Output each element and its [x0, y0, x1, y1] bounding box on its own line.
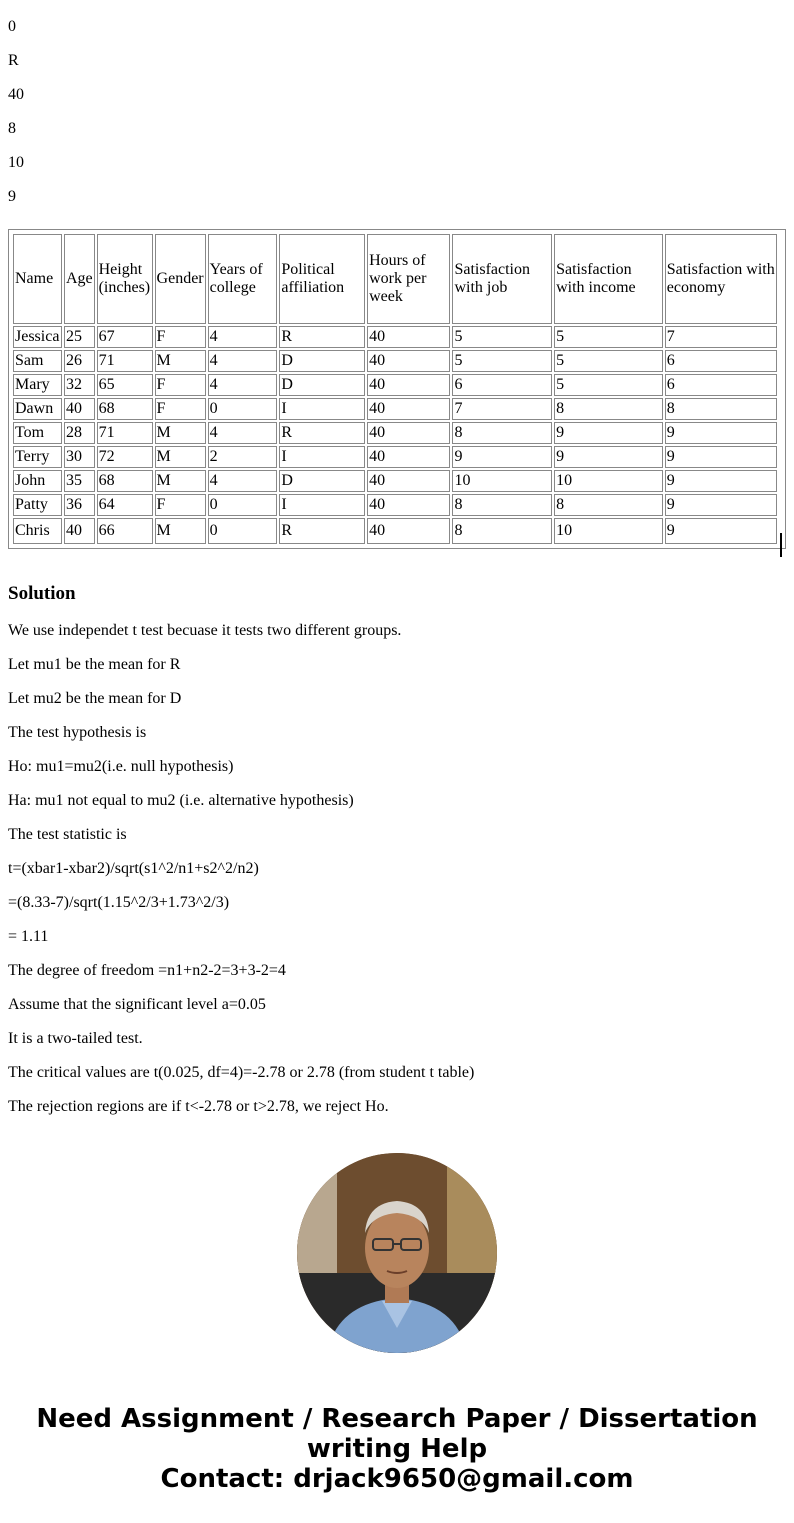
table-cell: 4 — [208, 326, 278, 348]
solution-line: We use independet t test becuase it tests two different groups. — [8, 622, 402, 639]
table-cell: D — [279, 350, 365, 372]
table-cell: M — [155, 350, 206, 372]
top-value: R — [8, 52, 19, 69]
table-cell: 35 — [64, 470, 95, 492]
solution-line: t=(xbar1-xbar2)/sqrt(s1^2/n1+s2^2/n2) — [8, 860, 259, 877]
table-cell: Mary — [13, 374, 62, 396]
table-cell: 5 — [452, 326, 552, 348]
promo-banner — [0, 1404, 794, 1494]
table-cell: 10 — [554, 470, 663, 492]
data-table — [11, 232, 779, 546]
table-cell: D — [279, 470, 365, 492]
solution-line: The rejection regions are if t<-2.78 or t>2.78, we reject Ho. — [8, 1098, 389, 1115]
table-cell: 40 — [367, 494, 450, 516]
table-cell: M — [155, 446, 206, 468]
top-value — [8, 0, 24, 18]
table-cell: 8 — [665, 398, 777, 420]
avatar — [297, 1153, 497, 1353]
table-row — [13, 518, 777, 544]
table-cell: 40 — [367, 350, 450, 372]
table-cell: 30 — [64, 446, 95, 468]
table-cell: 71 — [97, 422, 153, 444]
table-cell: 32 — [64, 374, 95, 396]
table-cell: 6 — [452, 374, 552, 396]
solution-line: Let mu2 be the mean for D — [8, 690, 182, 707]
table-cell: 40 — [64, 398, 95, 420]
table-cell: 68 — [97, 470, 153, 492]
table-cell: 40 — [64, 518, 95, 544]
table-header-cell: Satisfaction with economy — [665, 234, 777, 324]
table-cell: 9 — [452, 446, 552, 468]
top-values — [8, 0, 24, 222]
table-cell: 68 — [97, 398, 153, 420]
solution-line: The critical values are t(0.025, df=4)=-2.78 or 2.78 (from student t table) — [8, 1064, 475, 1081]
table-header-cell: Gender — [155, 234, 206, 324]
table-header-cell: Name — [13, 234, 62, 324]
table-cell: 40 — [367, 470, 450, 492]
table-cell: 5 — [554, 350, 663, 372]
top-value: 9 — [8, 188, 16, 205]
table-cell: F — [155, 398, 206, 420]
table-cell: 2 — [208, 446, 278, 468]
solution-line: Ha: mu1 not equal to mu2 (i.e. alternative hypothesis) — [8, 792, 354, 809]
table-cell: Sam — [13, 350, 62, 372]
table-cell: Dawn — [13, 398, 62, 420]
top-value: 0 — [8, 18, 16, 35]
table-cell: 10 — [554, 518, 663, 544]
table-cell: 9 — [554, 422, 663, 444]
table-header-cell: Hours of work per week — [367, 234, 450, 324]
table-cell: 9 — [665, 494, 777, 516]
table-cell: Patty — [13, 494, 62, 516]
table-row — [13, 422, 777, 444]
table-cell: 6 — [665, 350, 777, 372]
table-cell: 8 — [452, 494, 552, 516]
table-cell: 6 — [665, 374, 777, 396]
solution-line: Ho: mu1=mu2(i.e. null hypothesis) — [8, 758, 234, 775]
table-header-cell: Satisfaction with job — [452, 234, 552, 324]
table-cell: 9 — [665, 446, 777, 468]
table-cell: 65 — [97, 374, 153, 396]
table-edge-bar — [780, 533, 782, 557]
table-row — [13, 374, 777, 396]
table-cell: 64 — [97, 494, 153, 516]
table-cell: 5 — [554, 374, 663, 396]
data-table-container — [8, 229, 786, 549]
solution-line: Assume that the significant level a=0.05 — [8, 996, 266, 1013]
solution-line: The test statistic is — [8, 826, 127, 843]
top-value: 40 — [8, 86, 24, 103]
table-cell: 66 — [97, 518, 153, 544]
solution-line: = 1.11 — [8, 928, 49, 945]
table-cell: 40 — [367, 374, 450, 396]
table-cell: 25 — [64, 326, 95, 348]
table-cell: M — [155, 470, 206, 492]
solution-line: The degree of freedom =n1+n2-2=3+3-2=4 — [8, 962, 286, 979]
table-cell: M — [155, 518, 206, 544]
table-cell: 28 — [64, 422, 95, 444]
table-header-cell: Height (inches) — [97, 234, 153, 324]
solution-line: Let mu1 be the mean for R — [8, 656, 181, 673]
solution-line: =(8.33-7)/sqrt(1.15^2/3+1.73^2/3) — [8, 894, 230, 911]
table-cell: I — [279, 398, 365, 420]
table-cell: 67 — [97, 326, 153, 348]
table-cell: 36 — [64, 494, 95, 516]
table-header-cell: Years of college — [208, 234, 278, 324]
table-cell: 10 — [452, 470, 552, 492]
solution-line: The test hypothesis is — [8, 724, 147, 741]
table-cell: M — [155, 422, 206, 444]
table-cell: F — [155, 374, 206, 396]
solution-text — [8, 621, 474, 1131]
table-cell: 4 — [208, 350, 278, 372]
table-cell: 40 — [367, 422, 450, 444]
table-cell: F — [155, 326, 206, 348]
table-header-row — [13, 234, 777, 324]
table-row — [13, 326, 777, 348]
promo-line: Need Assignment / Research Paper / Dissertation writing Help — [36, 1404, 758, 1464]
table-cell: 4 — [208, 374, 278, 396]
table-cell: 8 — [452, 518, 552, 544]
top-value: 8 — [8, 120, 16, 137]
table-cell: 0 — [208, 398, 278, 420]
solution-line: It is a two-tailed test. — [8, 1030, 143, 1047]
table-cell: 7 — [452, 398, 552, 420]
table-cell: D — [279, 374, 365, 396]
table-row — [13, 398, 777, 420]
table-cell: 9 — [665, 518, 777, 544]
table-row — [13, 446, 777, 468]
table-cell: F — [155, 494, 206, 516]
solution-heading: Solution — [8, 583, 76, 604]
table-cell: 9 — [665, 470, 777, 492]
table-row — [13, 494, 777, 516]
person-photo-icon — [297, 1153, 497, 1353]
table-cell: 72 — [97, 446, 153, 468]
table-cell: John — [13, 470, 62, 492]
table-cell: Terry — [13, 446, 62, 468]
table-cell: R — [279, 326, 365, 348]
table-cell: 4 — [208, 422, 278, 444]
table-row — [13, 350, 777, 372]
table-header-cell: Political affiliation — [279, 234, 365, 324]
table-cell: 5 — [554, 326, 663, 348]
table-cell: 5 — [452, 350, 552, 372]
table-cell: 40 — [367, 446, 450, 468]
table-cell: 8 — [452, 422, 552, 444]
table-cell: Tom — [13, 422, 62, 444]
promo-contact: Contact: drjack9650@gmail.com — [160, 1464, 634, 1494]
top-value: 10 — [8, 154, 24, 171]
table-cell: 0 — [208, 518, 278, 544]
table-cell: I — [279, 446, 365, 468]
table-cell: R — [279, 518, 365, 544]
table-cell: 9 — [665, 422, 777, 444]
table-cell: 4 — [208, 470, 278, 492]
table-cell: 71 — [97, 350, 153, 372]
table-cell: 40 — [367, 326, 450, 348]
table-cell: I — [279, 494, 365, 516]
table-cell: 40 — [367, 518, 450, 544]
table-header-cell: Age — [64, 234, 95, 324]
table-cell: Chris — [13, 518, 62, 544]
table-row — [13, 470, 777, 492]
table-cell: 7 — [665, 326, 777, 348]
table-cell: R — [279, 422, 365, 444]
table-cell: 8 — [554, 398, 663, 420]
table-cell: 8 — [554, 494, 663, 516]
table-cell: Jessica — [13, 326, 62, 348]
table-cell: 26 — [64, 350, 95, 372]
table-cell: 0 — [208, 494, 278, 516]
table-header-cell: Satisfaction with income — [554, 234, 663, 324]
table-cell: 40 — [367, 398, 450, 420]
table-cell: 9 — [554, 446, 663, 468]
